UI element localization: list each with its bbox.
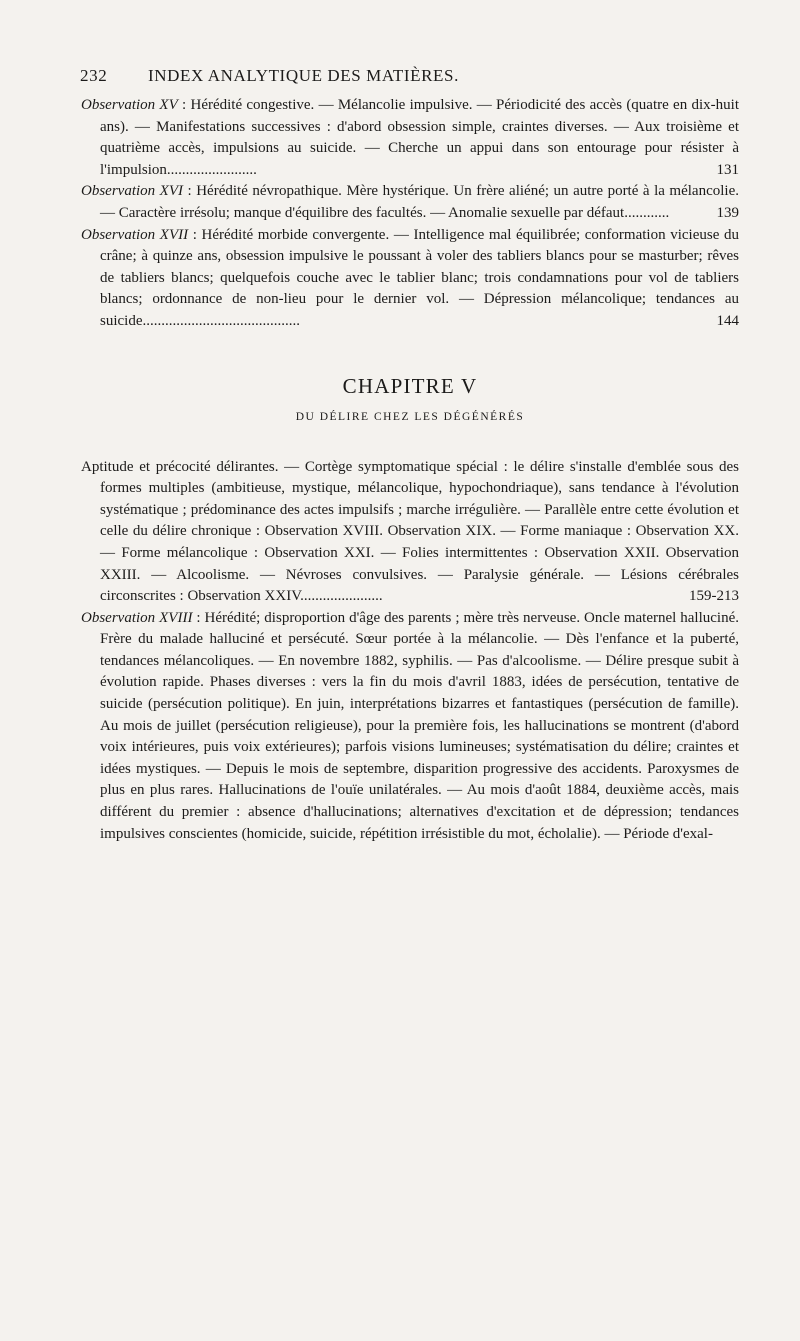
index-content	[81, 95, 739, 845]
entry-text: : Hérédité névropathique. Mère hystérique. Un frère aliéné; un autre porté à la mélancolie. — Caractère irrésolu; manque d'équilibre des facultés. — Anomalie sexuelle par défaut	[100, 183, 739, 221]
chapter-subtitle: DU DÉLIRE CHEZ LES DÉGÉNÉRÉS	[295, 410, 525, 423]
index-entry-observation-16: Observation XVI : Hérédité névropathique. Mère hystérique. Un frère aliéné; un autre porté à la mélancolie. — Caractère irrésolu; manque d'équilibre des facultés. — Anomalie sexuelle par défaut............ 139	[81, 181, 739, 224]
entry-page-ref: 144	[716, 312, 739, 329]
entry-text: : Hérédité; disproportion d'âge des parents ; mère très nerveuse. Oncle maternel halluciné. Frère du malade halluciné et persécuté. Sœur portée à la mélancolie. — Dès l'enfance et la puberté, tendances mélancoliques. — En novembre 1882, syphilis. — Pas d'alcoolisme. — Délire presque subit à évolution rapide. Phases diverses : vers la fin du mois d'avril 1883, idées de persécution, tentative de suicide (persécution politique). En juin, interprétations bizarres et fantastiques (persécution de famille). Au mois de juillet (persécution religieuse), pour la première fois, les hallucinations se montrent (d'abord voix intérieures, puis voix extérieures); parfois visions lumineuses; systématisation du délire; craintes et idées mystiques. — Depuis le mois de septembre, disparition progressive des accidents. Paroxysmes de plus en plus rares. Hallucinations de l'ouïe unilatérales. — Au mois d'août 1884, deuxième accès, mais différent du premier : absence d'hallucinations; alternatives d'excitation et de dépression; tendances impulsives conscientes (homicide, suicide, répétition irrésistible du mot, écholalie). — Période d'exal-	[100, 609, 740, 842]
page-header	[0, 66, 800, 96]
chapter-spacer	[81, 425, 739, 457]
chapter-title: CHAPITRE V	[342, 373, 478, 398]
entry-label: Observation XVIII	[81, 609, 193, 626]
entry-page-ref: 131	[716, 161, 739, 178]
summary-page-ref: 159-213	[689, 588, 739, 605]
index-entry-observation-17: Observation XVII : Hérédité morbide convergente. — Intelligence mal équilibrée; conformation vicieuse du crâne; à quinze ans, obsession impulsive le poussant à voler des tabliers blancs pour se masturber; rêves de tabliers blancs; quelquefois couche avec le tablier blanc; trois condamnations pour vol de tabliers blancs; ordonnance de non-lieu pour le dernier vol. — Dépression mélancolique; tendances au suicide.......................................... 144	[81, 225, 739, 333]
chapter-summary: Aptitude et précocité délirantes. — Cortège symptomatique spécial : le délire s'installe d'emblée sous des formes multiples (ambitieuse, mystique, mélancolique, hypochondriaque), sans tendance à l'évolution systématique ; prédominance des actes impulsifs ; marche irrégulière. — Parallèle entre cette évolution et celle du délire chronique : Observation XVIII. Observation XIX. — Forme maniaque : Observation XX. — Forme mélancolique : Observation XXI. — Folies intermittentes : Observation XXII. Observation XXIII. — Alcoolisme. — Névroses convulsives. — Paralysie générale. — Lésions cérébrales circonscrites : Observation XXIV...................... 159-213	[81, 457, 739, 608]
index-entry-observation-18	[81, 608, 739, 846]
running-head: INDEX ANALYTIQUE DES MATIÈRES.	[148, 66, 459, 85]
entry-label: Observation XV	[81, 97, 178, 113]
index-entry-observation-15: Observation XV : Hérédité congestive. — Mélancolie impulsive. — Périodicité des accès (quatre en dix-huit ans). — Manifestations successives : d'abord obsession simple, craintes diverses. — Aux troisième et quatrième accès, impulsions au suicide. — Cherche un appui dans son entourage pour résister à l'impulsion........................ 131	[81, 95, 739, 181]
entry-text: : Hérédité morbide convergente. — Intelligence mal équilibrée; conformation vicieuse du crâne; à quinze ans, obsession impulsive le poussant à voler des tabliers blancs pour se masturber; rêves de tabliers blancs; quelquefois couche avec le tablier blanc; trois condamnations pour vol de tabliers blancs; ordonnance de non-lieu pour le dernier vol. — Dépression mélancolique; tendances au suicide	[100, 226, 739, 329]
entry-page-ref: 139	[716, 204, 739, 221]
summary-text: Aptitude et précocité délirantes. — Cortège symptomatique spécial : le délire s'installe d'emblée sous des formes multiples (ambitieuse, mystique, mélancolique, hypochondriaque), sans tendance à l'évolution systématique ; prédominance des actes impulsifs ; marche irrégulière. — Parallèle entre cette évolution et celle du délire chronique : Observation XVIII. Observation XIX. — Forme maniaque : Observation XX. — Forme mélancolique : Observation XXI. — Folies intermittentes : Observation XXII. Observation XXIII. — Alcoolisme. — Névroses convulsives. — Paralysie générale. — Lésions cérébrales circonscrites : Observation XXIV	[81, 458, 739, 605]
page-number: 232	[80, 66, 108, 85]
entry-label: Observation XVI	[81, 183, 183, 200]
entry-label: Observation XVII	[81, 226, 189, 243]
entry-text: : Hérédité congestive. — Mélancolie impulsive. — Périodicité des accès (quatre en dix-huit ans). — Manifestations successives : d'abord obsession simple, craintes diverses. — Aux troisième et quatrième accès, impulsions au suicide. — Cherche un appui dans son entourage pour résister à l'impulsion	[100, 97, 739, 178]
